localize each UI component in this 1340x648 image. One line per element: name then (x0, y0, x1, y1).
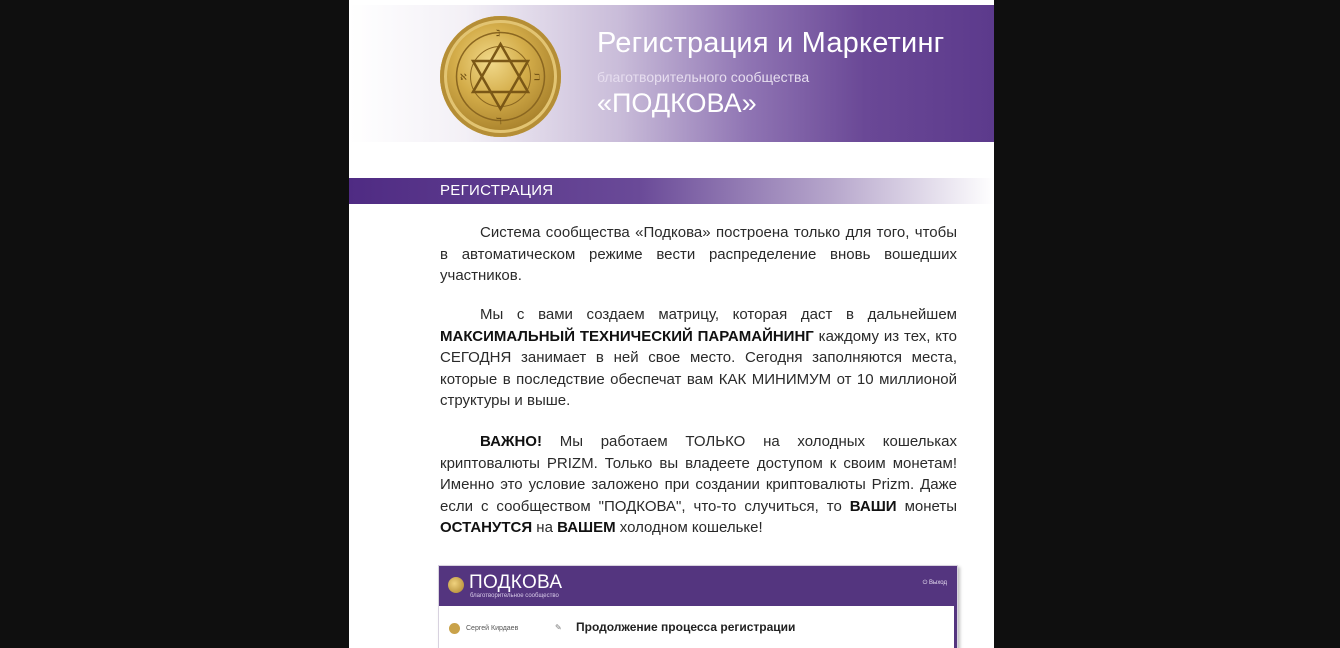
paragraph-matrix-text-b: каждому из тех, кто СЕГОДНЯ занимает в ней свое место. Сегодня заполняются места, которые в последствие обеспечат вам КАК МИНИМУМ от 10 миллионой структуры и выше. (440, 327, 958, 409)
coin-emblem-icon (440, 16, 561, 137)
paragraph-important-text-c: на (536, 519, 553, 536)
paragraph-intro-text: Система сообщества «Подкова» построена только для того, чтобы в автоматическом режиме вести распределение вновь вошедших участников. (440, 224, 957, 284)
header-banner (349, 5, 994, 142)
section-label: РЕГИСТРАЦИЯ (440, 182, 554, 199)
banner-community-name: «ПОДКОВА» (597, 88, 757, 118)
important-remain: ОСТАНУТСЯ (440, 519, 533, 536)
svg-text:ℶ: ℶ (534, 73, 541, 83)
registration-heading: Продолжение процесса регистрации (576, 620, 796, 634)
important-yours: ВАШЕМ (557, 519, 616, 536)
banner-title: Регистрация и Маркетинг (597, 27, 945, 59)
site-side-bar (954, 606, 957, 648)
paragraph-matrix-bold: МАКСИМАЛЬНЫЙ ТЕХНИЧЕСКИЙ ПАРАМАЙНИНГ (440, 327, 814, 345)
paragraph-important (440, 431, 957, 539)
important-your: ВАШИ (849, 497, 897, 515)
embedded-site-screenshot (438, 565, 958, 648)
paragraph-matrix-text-a: Мы с вами создаем матрицу, которая даст в дальнейшем (480, 306, 957, 323)
important-label: ВАЖНО! (480, 433, 542, 450)
pencil-icon: ✎ (555, 623, 562, 632)
site-logo-coin-icon (448, 577, 464, 593)
banner-subtitle: благотворительного сообщества (597, 69, 810, 85)
paragraph-important-text-a: Мы работаем ТОЛЬКО на холодных кошельках криптовалюты PRIZM. Только вы владеете доступом к своим монетам! Именно это условие заложено при создании криптовалюты Prizm. Даже если с сообществом "ПОДКОВА", что-то случиться, то (440, 433, 957, 515)
document-page (349, 0, 994, 648)
site-header (439, 566, 957, 606)
site-logo-subtitle: благотворительное сообщество (470, 593, 559, 599)
paragraph-important-text-d: холодном кошельке! (619, 519, 763, 536)
user-name: Сергей Кирдаев (466, 625, 519, 632)
paragraph-matrix (440, 304, 957, 412)
section-header-bar (349, 178, 994, 204)
site-logo: ПОДКОВА (469, 572, 563, 593)
site-exit-link: ⏻ Выход (922, 580, 947, 586)
paragraph-important-text-b: монеты (904, 497, 957, 515)
svg-text:ℸ: ℸ (496, 117, 502, 127)
svg-text:ℵ: ℵ (460, 73, 467, 83)
user-avatar (449, 623, 460, 634)
paragraph-intro (440, 222, 957, 287)
svg-text:ℷ: ℷ (496, 29, 501, 39)
